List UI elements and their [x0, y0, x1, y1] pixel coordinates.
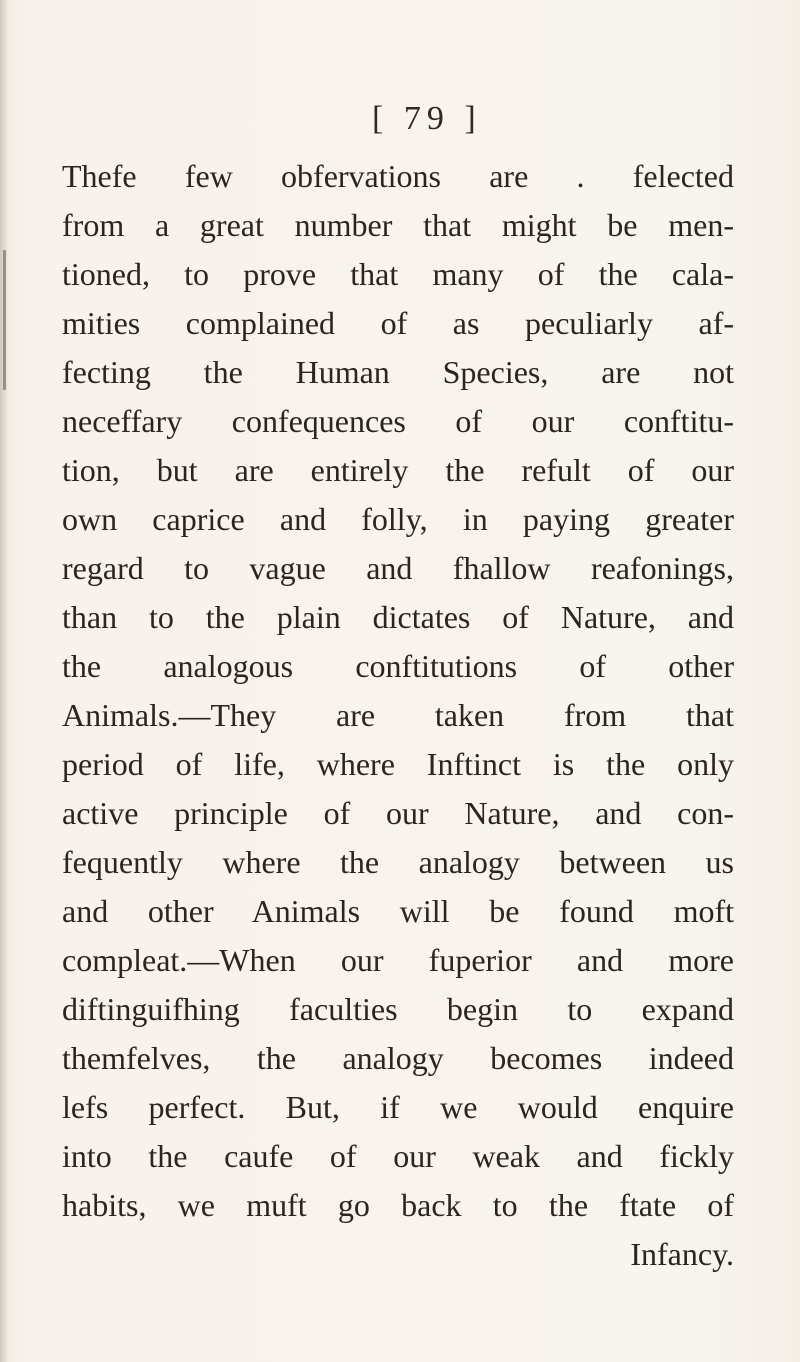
text-line: the analogous conftitutions of other — [62, 648, 734, 684]
text-line: own caprice and folly, in paying greater — [62, 501, 734, 537]
text-line: Animals.—They are taken from that — [62, 697, 734, 733]
gutter-shadow — [0, 0, 8, 1362]
text-line: regard to vague and fhallow reafonings, — [62, 550, 734, 586]
text-line: into the caufe of our weak and fickly — [62, 1138, 734, 1174]
text-line: mities complained of as peculiarly af- — [62, 305, 734, 341]
gutter-mark — [3, 250, 6, 390]
text-line: and other Animals will be found moft — [62, 893, 734, 929]
text-line: than to the plain dictates of Nature, and — [62, 599, 734, 635]
text-line: period of life, where Inftinct is the only — [62, 746, 734, 782]
text-line: themfelves, the analogy becomes indeed — [62, 1040, 734, 1076]
text-line: from a great number that might be men- — [62, 207, 734, 243]
text-line: tion, but are entirely the refult of our — [62, 452, 734, 488]
text-line: compleat.—When our fuperior and more — [62, 942, 734, 978]
text-line: fequently where the analogy between us — [62, 844, 734, 880]
text-line: Thefe few obfervations are . felected — [62, 158, 734, 194]
text-line: lefs perfect. But, if we would enquire — [62, 1089, 734, 1125]
text-line: fecting the Human Species, are not — [62, 354, 734, 390]
text-line: tioned, to prove that many of the cala- — [62, 256, 734, 292]
text-line: diftinguifhing faculties begin to expand — [62, 991, 734, 1027]
body-text — [62, 152, 734, 1279]
text-line: habits, we muft go back to the ftate of — [62, 1187, 734, 1223]
catchword: Infancy. — [630, 1236, 734, 1272]
text-line: neceffary confequences of our conftitu- — [62, 403, 734, 439]
text-line: active principle of our Nature, and con- — [62, 795, 734, 831]
page-number: [ 79 ] — [372, 100, 482, 137]
